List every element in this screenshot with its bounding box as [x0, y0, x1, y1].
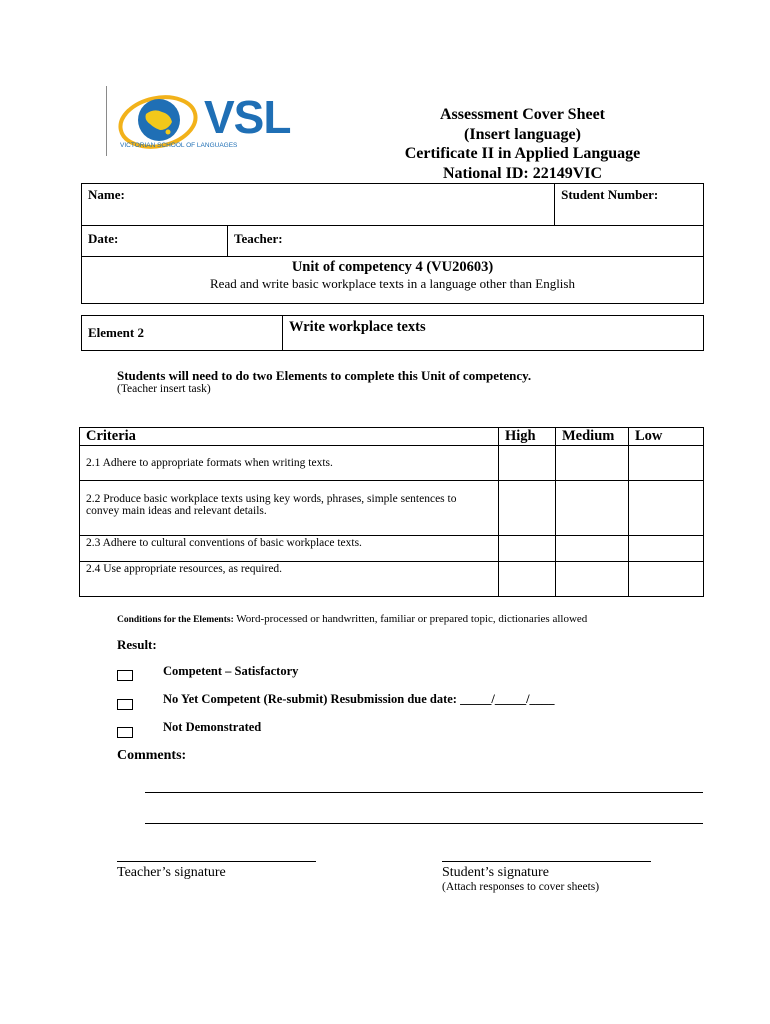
comments-line[interactable] — [145, 792, 703, 793]
result-option-competent[interactable] — [117, 668, 133, 686]
certificate-line: Certificate II in Applied Language — [404, 145, 641, 162]
high-cell[interactable] — [499, 446, 556, 481]
date-field[interactable] — [82, 226, 228, 257]
table-row — [80, 562, 704, 597]
teacher-signature-line[interactable] — [117, 861, 316, 862]
low-cell[interactable] — [629, 446, 704, 481]
instructions-main: Students will need to do two Elements to complete this Unit of competency. — [117, 368, 532, 383]
checkbox-not-yet-competent[interactable] — [117, 699, 133, 710]
unit-title: Unit of competency 4 (VU20603) — [291, 259, 494, 275]
high-cell[interactable] — [499, 481, 556, 536]
checkbox-not-demonstrated[interactable] — [117, 727, 133, 738]
student-signature-line[interactable] — [442, 861, 651, 862]
element-label: Element 2 — [82, 316, 283, 351]
result-not-demonstrated-label: Not Demonstrated — [163, 720, 262, 734]
element-table — [81, 315, 704, 351]
student-number-label: Student Number: — [561, 187, 659, 202]
teacher-signature-label: Teacher’s signature — [117, 865, 226, 880]
student-info-table — [81, 183, 704, 304]
instructions-note: (Teacher insert task) — [117, 383, 211, 395]
page-title: Assessment Cover Sheet — [439, 106, 605, 123]
teacher-label: Teacher: — [234, 231, 283, 246]
high-cell[interactable] — [499, 562, 556, 597]
table-row — [80, 536, 704, 562]
medium-cell[interactable] — [556, 481, 629, 536]
low-header: Low — [629, 428, 704, 446]
unit-description: Read and write basic workplace texts in a language other than English — [210, 276, 575, 291]
result-option-not-demonstrated[interactable] — [117, 725, 133, 743]
criteria-cell: 2.3 Adhere to cultural conventions of basic workplace texts. — [80, 536, 499, 562]
criteria-cell: 2.1 Adhere to appropriate formats when writing texts. — [80, 446, 499, 481]
table-row — [80, 446, 704, 481]
medium-cell[interactable] — [556, 446, 629, 481]
name-field[interactable] — [82, 184, 555, 226]
element-title: Write workplace texts — [283, 316, 704, 351]
high-header: High — [499, 428, 556, 446]
medium-cell[interactable] — [556, 536, 629, 562]
criteria-table — [79, 427, 704, 597]
conditions-label: Conditions for the Elements: — [117, 615, 234, 625]
student-signature-label: Student’s signature — [442, 865, 549, 880]
name-label: Name: — [88, 187, 125, 202]
logo-wordmark: VSL — [204, 91, 291, 143]
low-cell[interactable] — [629, 481, 704, 536]
comments-label: Comments: — [117, 748, 187, 763]
medium-header: Medium — [556, 428, 629, 446]
national-id: National ID: 22149VIC — [442, 164, 603, 182]
unit-cell — [82, 257, 704, 304]
criteria-header: Criteria — [80, 428, 499, 446]
medium-cell[interactable] — [556, 562, 629, 597]
conditions — [117, 613, 587, 625]
low-cell[interactable] — [629, 536, 704, 562]
high-cell[interactable] — [499, 536, 556, 562]
comments-line[interactable] — [145, 823, 703, 824]
result-option-not-yet[interactable] — [117, 697, 133, 715]
table-row — [80, 481, 704, 536]
criteria-cell: 2.2 Produce basic workplace texts using key words, phrases, simple sentences to convey main ideas and relevant details. — [80, 481, 499, 536]
student-number-field[interactable] — [555, 184, 704, 226]
result-competent-label: Competent – Satisfactory — [163, 664, 299, 678]
result-not-yet-label: No Yet Competent (Re-submit) Resubmission due date: _____/_____/____ — [163, 692, 555, 706]
title-block — [300, 105, 745, 183]
criteria-cell: 2.4 Use appropriate resources, as required. — [80, 562, 499, 597]
logo-subtitle: VICTORIAN SCHOOL OF LANGUAGES — [120, 142, 238, 149]
result-label: Result: — [117, 637, 157, 652]
date-label: Date: — [88, 231, 119, 246]
language-line: (Insert language) — [464, 125, 581, 143]
checkbox-competent[interactable] — [117, 670, 133, 681]
teacher-field[interactable] — [228, 226, 704, 257]
student-signature-note: (Attach responses to cover sheets) — [442, 881, 600, 893]
conditions-text: Word-processed or handwritten, familiar or prepared topic, dictionaries allowed — [233, 613, 588, 625]
vsl-logo — [106, 86, 306, 158]
low-cell[interactable] — [629, 562, 704, 597]
